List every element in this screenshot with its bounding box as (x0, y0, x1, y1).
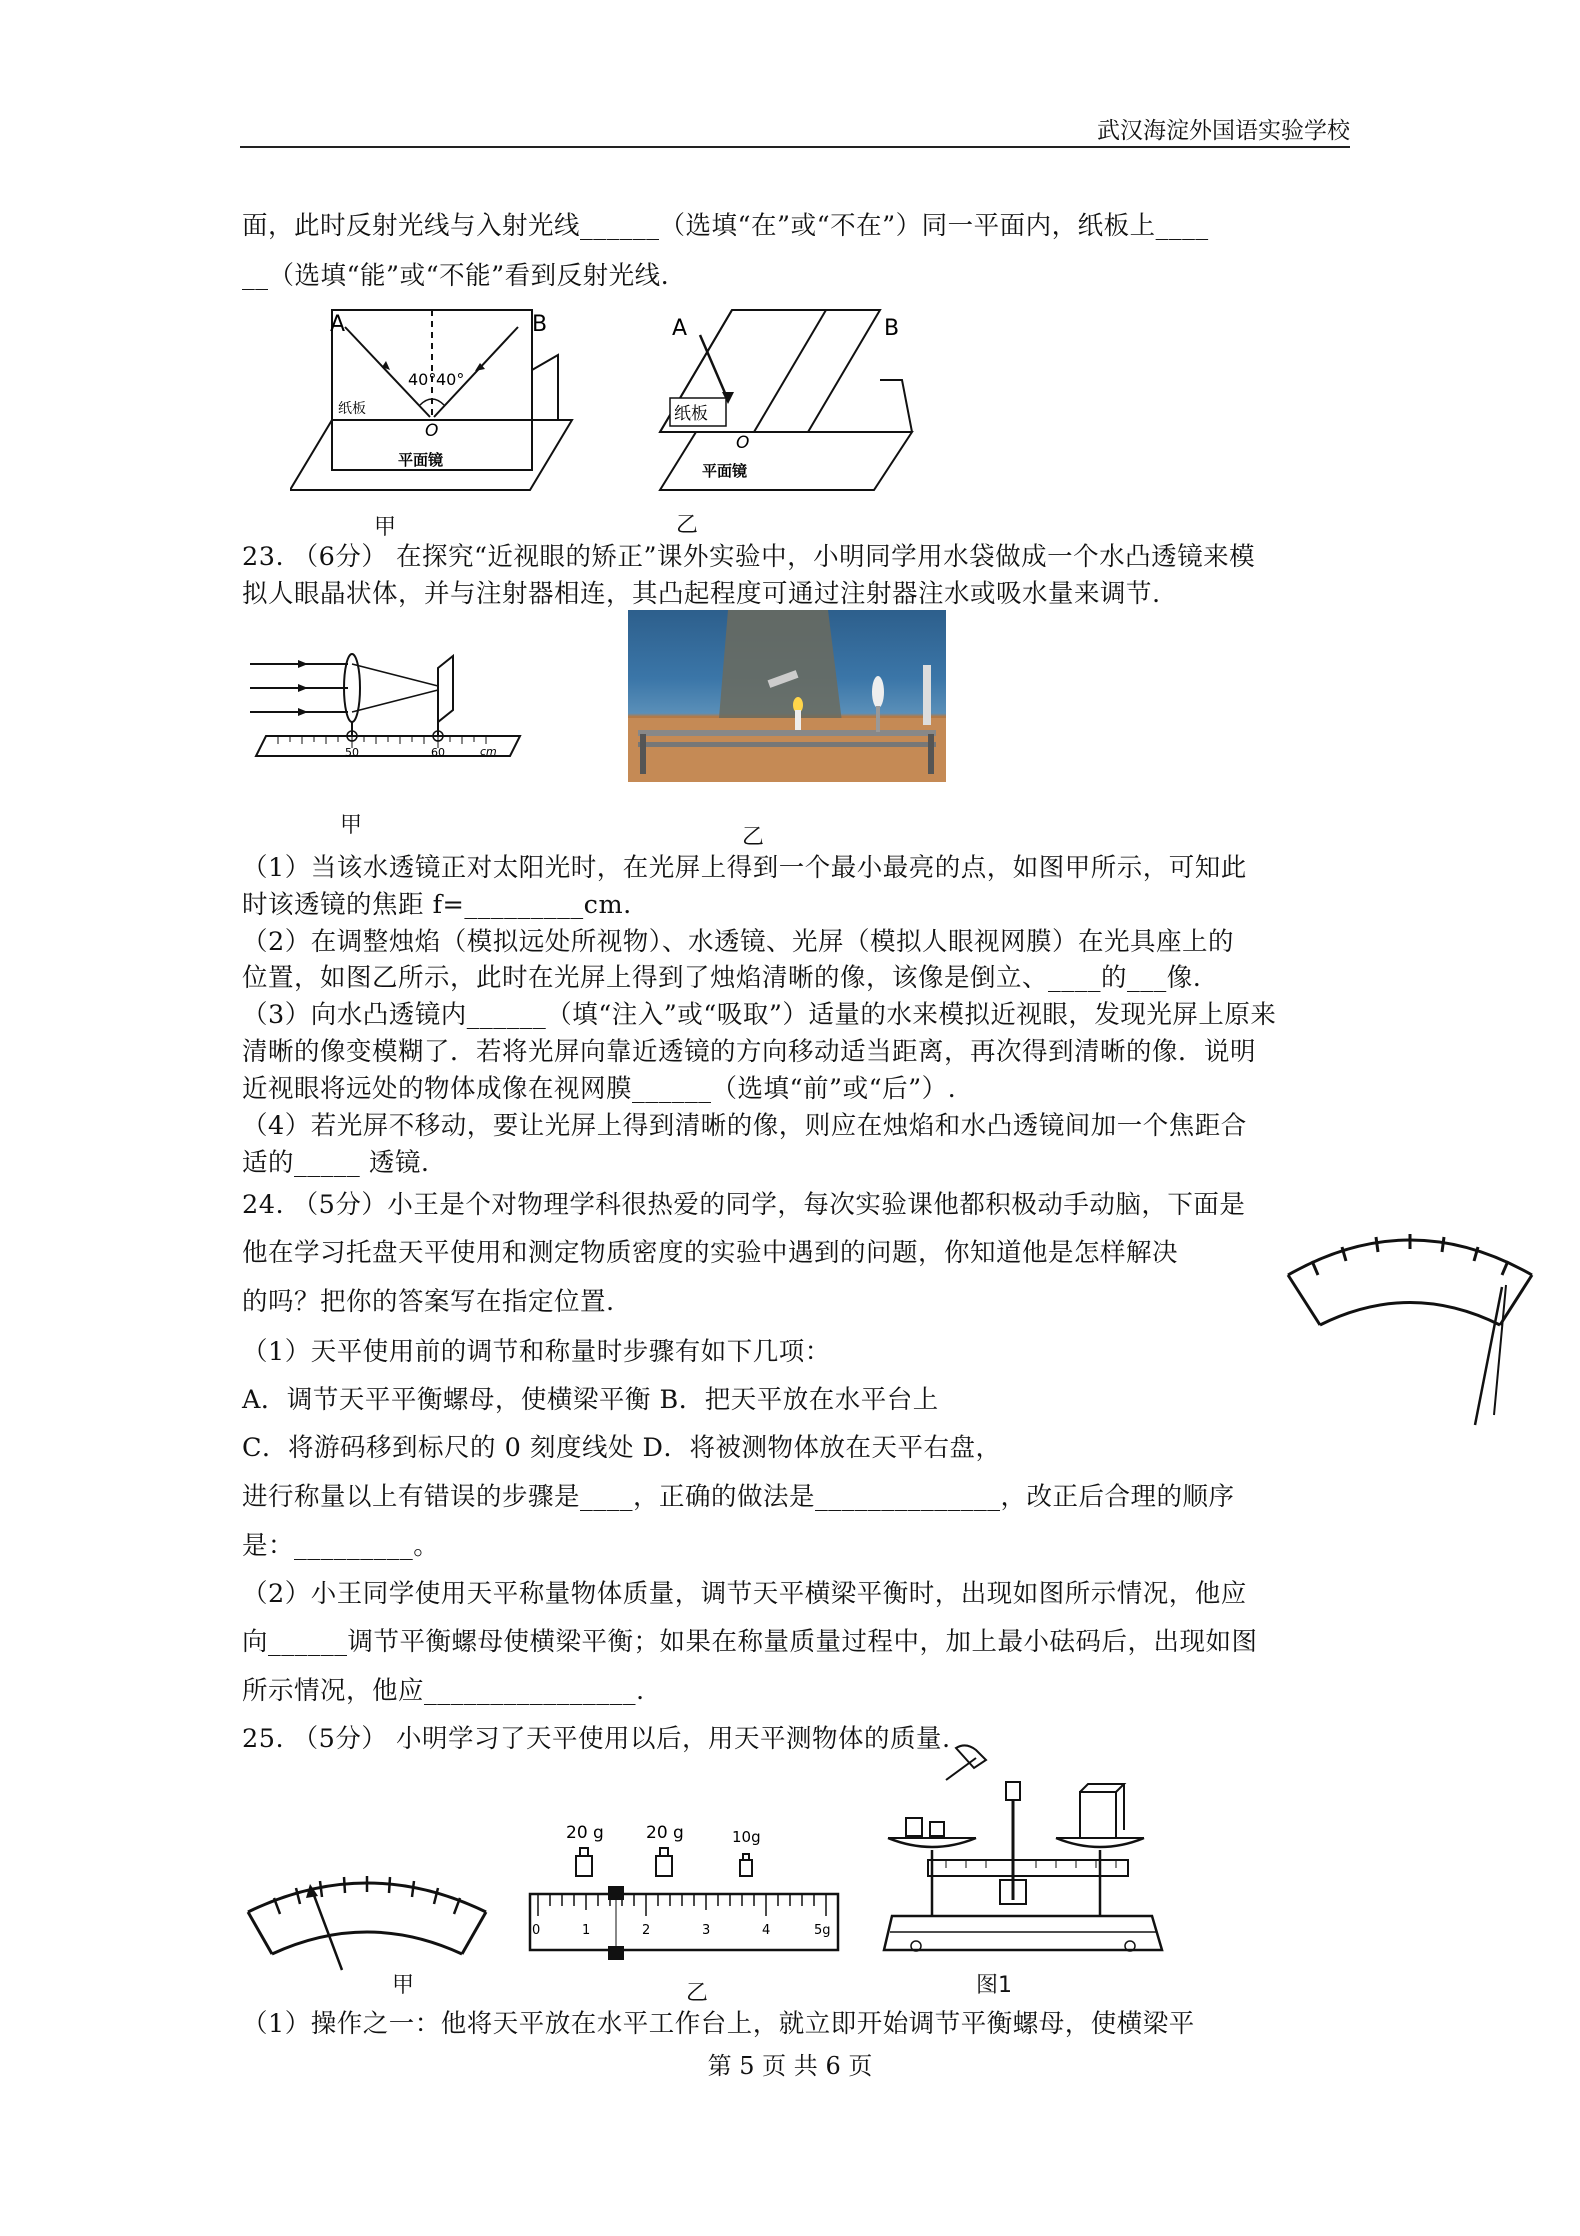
tick-label: 0 (532, 1923, 541, 1938)
text-line: （2）小王同学使用天平称量物体质量，调节天平横梁平衡时，出现如图所示情况，他应 (242, 1579, 1247, 1609)
caption-fig1: 图1 (976, 1973, 1012, 1998)
text-line: 23. （6分） 在探究“近视眼的矫正”课外实验中，小明同学用水袋做成一个水凸透镜来模 (242, 542, 1256, 572)
caption-jia: 甲 (374, 515, 397, 540)
text-line: A．调节天平平衡螺母，使横梁平衡 B．把天平放在水平台上 (242, 1385, 939, 1415)
text-line: 向______调节平衡螺母使横梁平衡；如果在称量质量过程中，加上最小砝码后，出现如图 (242, 1627, 1258, 1657)
label-b: B (532, 312, 548, 337)
text-line: （1）当该水透镜正对太阳光时，在光屏上得到一个最小最亮的点，如图甲所示，可知此 (242, 853, 1247, 883)
text-line: 进行称量以上有错误的步骤是____，正确的做法是______________，改正后合理的顺序 (242, 1482, 1235, 1512)
text-line: （1）操作之一：他将天平放在水平工作台上，就立即开始调节平衡螺母，使横梁平 (242, 2009, 1195, 2039)
tick-label: 1 (582, 1923, 591, 1938)
text-line: 面，此时反射光线与入射光线______（选填“在”或“不在”）同一平面内，纸板上____ (242, 211, 1209, 241)
label-a: A (672, 316, 688, 341)
mirror-label: 平面镜 (702, 462, 748, 480)
text-line: 24. （5分）小王是个对物理学科很热爱的同学，每次实验课他都积极动手动脑，下面是 (242, 1190, 1246, 1220)
figure-25-jia-dial (244, 1862, 490, 1972)
text-line: 近视眼将远处的物体成像在视网膜______（选填“前”或“后”）. (242, 1074, 957, 1104)
caption-yi: 乙 (676, 513, 699, 538)
caption-jia: 甲 (340, 813, 363, 838)
text-line: （4）若光屏不移动，要让光屏上得到清晰的像，则应在烛焰和水凸透镜间加一个焦距合 (242, 1111, 1247, 1141)
label-b: B (884, 316, 900, 341)
unit-label: cm (480, 745, 497, 758)
weight-label: 20 g (646, 1823, 684, 1843)
text-line: （2）在调整烛焰（模拟远处所视物）、水透镜、光屏（模拟人眼视网膜）在光具座上的 (242, 927, 1234, 957)
text-line: __（选填“能”或“不能”看到反射光线. (242, 261, 670, 291)
text-line: 他在学习托盘天平使用和测定物质密度的实验中遇到的问题，你知道他是怎样解决 (242, 1238, 1179, 1268)
text-line: 清晰的像变模糊了．若将光屏向靠近透镜的方向移动适当距离，再次得到清晰的像．说明 (242, 1037, 1257, 1067)
text-line: 位置，如图乙所示，此时在光屏上得到了烛焰清晰的像，该像是倒立、____的___像. (242, 963, 1202, 993)
caption-yi: 乙 (742, 825, 765, 850)
tick-label: 3 (702, 1923, 711, 1938)
text-line: 适的_____ 透镜. (242, 1148, 430, 1178)
tick-label: 4 (762, 1923, 771, 1938)
caption-jia: 甲 (392, 1973, 415, 1998)
tick-label: 50 (345, 746, 359, 759)
text-line: 所示情况，他应________________. (242, 1676, 645, 1706)
weight-label: 10g (732, 1828, 761, 1846)
figure-23-yi-photo (628, 610, 946, 782)
angle-label: 40° (408, 370, 437, 389)
caption-yi: 乙 (686, 1981, 709, 2006)
text-line: 拟人眼晶状体，并与注射器相连，其凸起程度可通过注射器注水或吸水量来调节. (242, 579, 1161, 609)
paper-label: 纸板 (674, 404, 708, 424)
school-header: 武汉海淀外国语实验学校 (1097, 118, 1350, 144)
text-line: 时该透镜的焦距 f=_________cm. (242, 890, 632, 920)
text-line: 的吗？把你的答案写在指定位置. (242, 1287, 615, 1317)
figure-22-yi (640, 300, 920, 500)
tick-label: 2 (642, 1923, 651, 1938)
figure-24-dial (1280, 1215, 1540, 1435)
point-o: O (425, 421, 439, 441)
figure-25-yi-scale (524, 1818, 844, 1968)
page-footer: 第 5 页 共 6 页 (707, 2052, 873, 2080)
text-line: （1）天平使用前的调节和称量时步骤有如下几项： (242, 1337, 831, 1367)
figure-25-balance (876, 1740, 1170, 1970)
tick-label: 60 (431, 746, 445, 759)
figure-23-jia (248, 640, 528, 780)
paper-label: 纸板 (338, 401, 366, 417)
mirror-label: 平面镜 (398, 451, 444, 469)
text-line: 25. （5分） 小明学习了天平使用以后，用天平测物体的质量. (242, 1724, 951, 1754)
text-line: C．将游码移到标尺的 0 刻度线处 D．将被测物体放在天平右盘， (242, 1433, 1002, 1463)
weight-label: 20 g (566, 1823, 604, 1843)
tick-label: 5g (814, 1923, 831, 1938)
text-line: 是：_________。 (242, 1531, 440, 1561)
angle-label: 40° (436, 370, 465, 389)
text-line: （3）向水凸透镜内______（填“注入”或“吸取”）适量的水来模拟近视眼，发现光屏上原来 (242, 1000, 1277, 1030)
point-o: O (736, 433, 750, 453)
figure-22-jia (290, 305, 580, 505)
header-rule (240, 146, 1350, 148)
label-a: A (330, 312, 346, 337)
